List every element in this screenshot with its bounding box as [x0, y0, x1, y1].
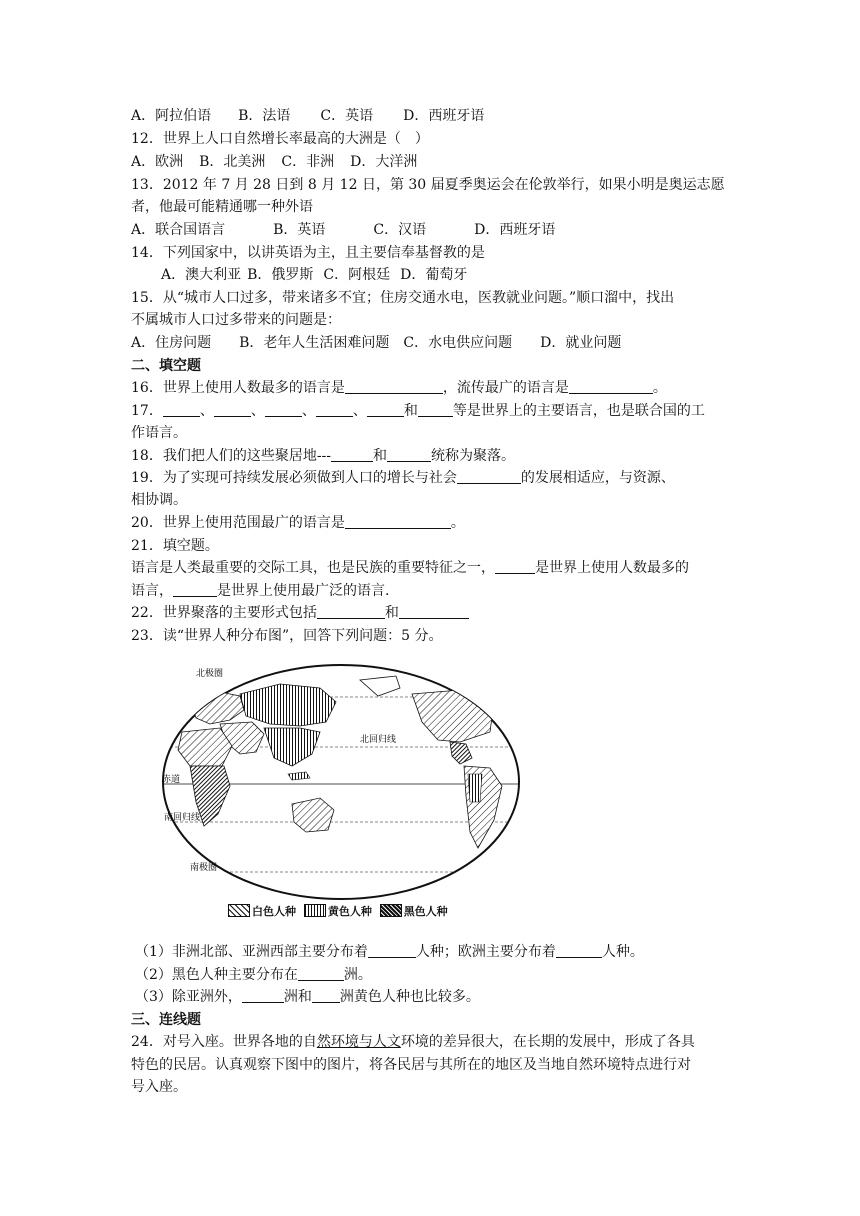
q13-option-c: C．汉语: [373, 222, 427, 238]
legend-yellow-label: 黄色人种: [327, 905, 372, 918]
q19-line1: [131, 468, 675, 488]
q23-sub3-blank-2[interactable]: [312, 988, 340, 1003]
q15-line2: 不属城市人口过多带来的问题是：: [131, 312, 341, 328]
q23-stem: 23．读“世界人种分布图”，回答下列问题：5 分。: [131, 628, 443, 644]
q15-options: [131, 333, 621, 353]
q15-option-d: D．就业问题: [540, 335, 622, 351]
q11-option-d: D．西班牙语: [403, 108, 485, 124]
map-legend: [228, 904, 452, 919]
q18-text-a: 18．我们把人们的这些聚居地---: [131, 448, 332, 464]
q20-blank[interactable]: [345, 514, 451, 529]
q21-blank-2[interactable]: [173, 582, 217, 597]
q23-sub3-blank-1[interactable]: [242, 988, 284, 1003]
q15-line1: 15．从“城市人口过多，带来诸多不宜；住房交通水电，医教就业问题。”顺口溜中，找出: [131, 290, 675, 306]
q11-option-a: A．阿拉伯语: [131, 108, 212, 124]
q19-text-b: 的发展相适应，与资源、: [520, 470, 675, 486]
q11-options: [131, 106, 484, 126]
q17-blank-6[interactable]: [418, 402, 453, 417]
legend-white-label: 白色人种: [252, 905, 296, 918]
q21-text-a: 语言是人类最重要的交际工具，也是民族的重要特征之一，: [131, 560, 495, 576]
q23-sub1-blank-2[interactable]: [556, 943, 602, 958]
q18-blank-1[interactable]: [331, 447, 373, 462]
q18-text-b: 和: [373, 448, 388, 464]
q13-line1: 13．2012 年 7 月 28 日到 8 月 12 日，第 30 届夏季奥运会在伦敦举行，如果小明是奥运志愿: [131, 177, 725, 193]
q11-option-c: C．英语: [320, 108, 374, 124]
q22: [131, 603, 469, 623]
q21-text-d: 是世界上使用最广泛的语言.: [217, 583, 390, 599]
q22-text-a: 22．世界聚落的主要形式包括: [131, 605, 317, 621]
q17-and: 和: [403, 403, 418, 419]
q17-blank-3[interactable]: [265, 402, 302, 417]
q14-option-c: C．阿根廷: [323, 267, 391, 283]
q24-line2: 特色的民居。认真观察下图中的图片，将各民居与其所在的地区及当地自然环境特点进行对: [131, 1057, 691, 1073]
q23-sub1-a: （1）非洲北部、亚洲西部主要分布着: [135, 944, 368, 960]
q13-line2: 者，他最可能精通哪一种外语: [131, 199, 313, 215]
world-race-map: [160, 662, 522, 932]
q20: [131, 513, 465, 533]
section-fill-in-heading: 二、填空题: [131, 358, 201, 374]
q14-option-a: A．澳大利亚: [161, 267, 242, 283]
q21-blank-1[interactable]: [495, 559, 535, 574]
q12-stem: 12．世界上人口自然增长率最高的大洲是（ ）: [131, 131, 429, 147]
q17-number: 17．: [131, 403, 163, 419]
q17-blank-5[interactable]: [367, 402, 404, 417]
q23-sub2-b: 洲。: [343, 967, 372, 983]
label-north-polar: 北极圈: [196, 669, 224, 679]
q18: [131, 446, 515, 466]
q23-sub3-a: （3）除亚洲外，: [135, 989, 242, 1005]
q13-options: [131, 220, 555, 240]
section-matching-heading: 三、连线题: [131, 1012, 201, 1028]
q16: [131, 378, 667, 398]
q15-option-a: A．住房问题: [131, 335, 212, 351]
legend-yellow: [304, 904, 372, 919]
world-map-figure: [160, 662, 522, 902]
q22-blank-1[interactable]: [317, 604, 385, 619]
q17-tail: 等是世界上的主要语言，也是联合国的工: [452, 403, 705, 419]
q14-options: [161, 265, 467, 285]
q22-blank-2[interactable]: [399, 604, 469, 619]
q23-sub3-c: 洲黄色人种也比较多。: [339, 989, 480, 1005]
q20-text-a: 20．世界上使用范围最广的语言是: [131, 515, 345, 531]
q17-blank-2[interactable]: [214, 402, 251, 417]
q17-sep: 、: [199, 403, 214, 419]
q16-blank-2[interactable]: [569, 379, 653, 394]
q12-option-c: C．非洲: [281, 154, 335, 170]
q23-sub1-b: 人种；欧洲主要分布着: [415, 944, 556, 960]
q23-sub3-b: 洲和: [283, 989, 312, 1005]
q12-option-d: D．大洋洲: [350, 154, 418, 170]
q23-sub2: [135, 965, 372, 985]
q19-line2: 相协调。: [131, 492, 187, 508]
q16-text-c: 。: [652, 380, 667, 396]
q17-line1: [131, 401, 705, 421]
q24-text-a: 24．对号入座。世界各地的自: [131, 1034, 317, 1050]
legend-black-swatch: [380, 904, 402, 917]
q13-option-a: A．联合国语言: [131, 222, 226, 238]
legend-black-label: 黑色人种: [403, 905, 448, 918]
q23-sub1-c: 人种。: [601, 944, 644, 960]
label-equator: 赤道: [162, 775, 181, 785]
q17-line2: 作语言。: [131, 425, 187, 441]
q14-stem: 14．下列国家中，以讲英语为主，且主要信奉基督教的是: [131, 245, 485, 261]
q18-text-c: 统称为聚落。: [431, 448, 516, 464]
q16-text-a: 16．世界上使用人数最多的语言是: [131, 380, 345, 396]
q17-blank-1[interactable]: [163, 402, 200, 417]
q14-option-d: D．葡萄牙: [400, 267, 468, 283]
q14-option-b: B．俄罗斯: [247, 267, 314, 283]
q16-text-b: ，流传最广的语言是: [442, 380, 569, 396]
q20-text-b: 。: [450, 515, 465, 531]
label-tropic-cancer: 北回归线: [360, 735, 397, 745]
q24-text-b: 环境的差异很大，在长期的发展中，形成了各具: [400, 1034, 695, 1050]
q17-sep: 、: [352, 403, 367, 419]
q18-blank-2[interactable]: [387, 447, 431, 462]
q24-line1: [131, 1032, 695, 1052]
q21-text-c: 语言，: [131, 583, 173, 599]
legend-white-swatch: [228, 904, 250, 917]
q21-line3: [131, 581, 389, 601]
label-south-polar: 南极圈: [190, 863, 218, 873]
q13-option-d: D．西班牙语: [474, 222, 556, 238]
q15-option-b: B．老年人生活困难问题: [239, 335, 390, 351]
q24-line3: 号入座。: [131, 1079, 187, 1095]
q12-option-b: B．北美洲: [199, 154, 266, 170]
q23-sub2-blank[interactable]: [298, 966, 344, 981]
q23-sub2-a: （2）黑色人种主要分布在: [135, 967, 298, 983]
q17-sep: 、: [250, 403, 265, 419]
q24-text-underlined: 然环境与人文: [316, 1034, 401, 1050]
q19-text-a: 19．为了实现可持续发展必须做到人口的增长与社会: [131, 470, 457, 486]
q23-sub1: [135, 942, 644, 962]
legend-black: [380, 904, 448, 919]
q21-text-b: 是世界上使用人数最多的: [535, 560, 689, 576]
label-tropic-capricorn: 南回归线: [164, 813, 201, 823]
q17-sep: 、: [301, 403, 316, 419]
q13-option-b: B．英语: [273, 222, 326, 238]
q21-stem: 21．填空题。: [131, 538, 219, 554]
q15-option-c: C．水电供应问题: [403, 335, 513, 351]
q19-blank[interactable]: [457, 469, 521, 484]
q22-text-b: 和: [384, 605, 399, 621]
q23-sub1-blank-1[interactable]: [368, 943, 416, 958]
q17-blank-4[interactable]: [316, 402, 353, 417]
q12-option-a: A．欧洲: [131, 154, 184, 170]
legend-white: [228, 904, 296, 919]
q21-line2: [131, 558, 689, 578]
q23-sub3: [135, 987, 480, 1007]
q12-options: [131, 152, 417, 172]
q16-blank-1[interactable]: [345, 379, 443, 394]
legend-yellow-swatch: [304, 904, 326, 917]
q11-option-b: B．法语: [238, 108, 291, 124]
